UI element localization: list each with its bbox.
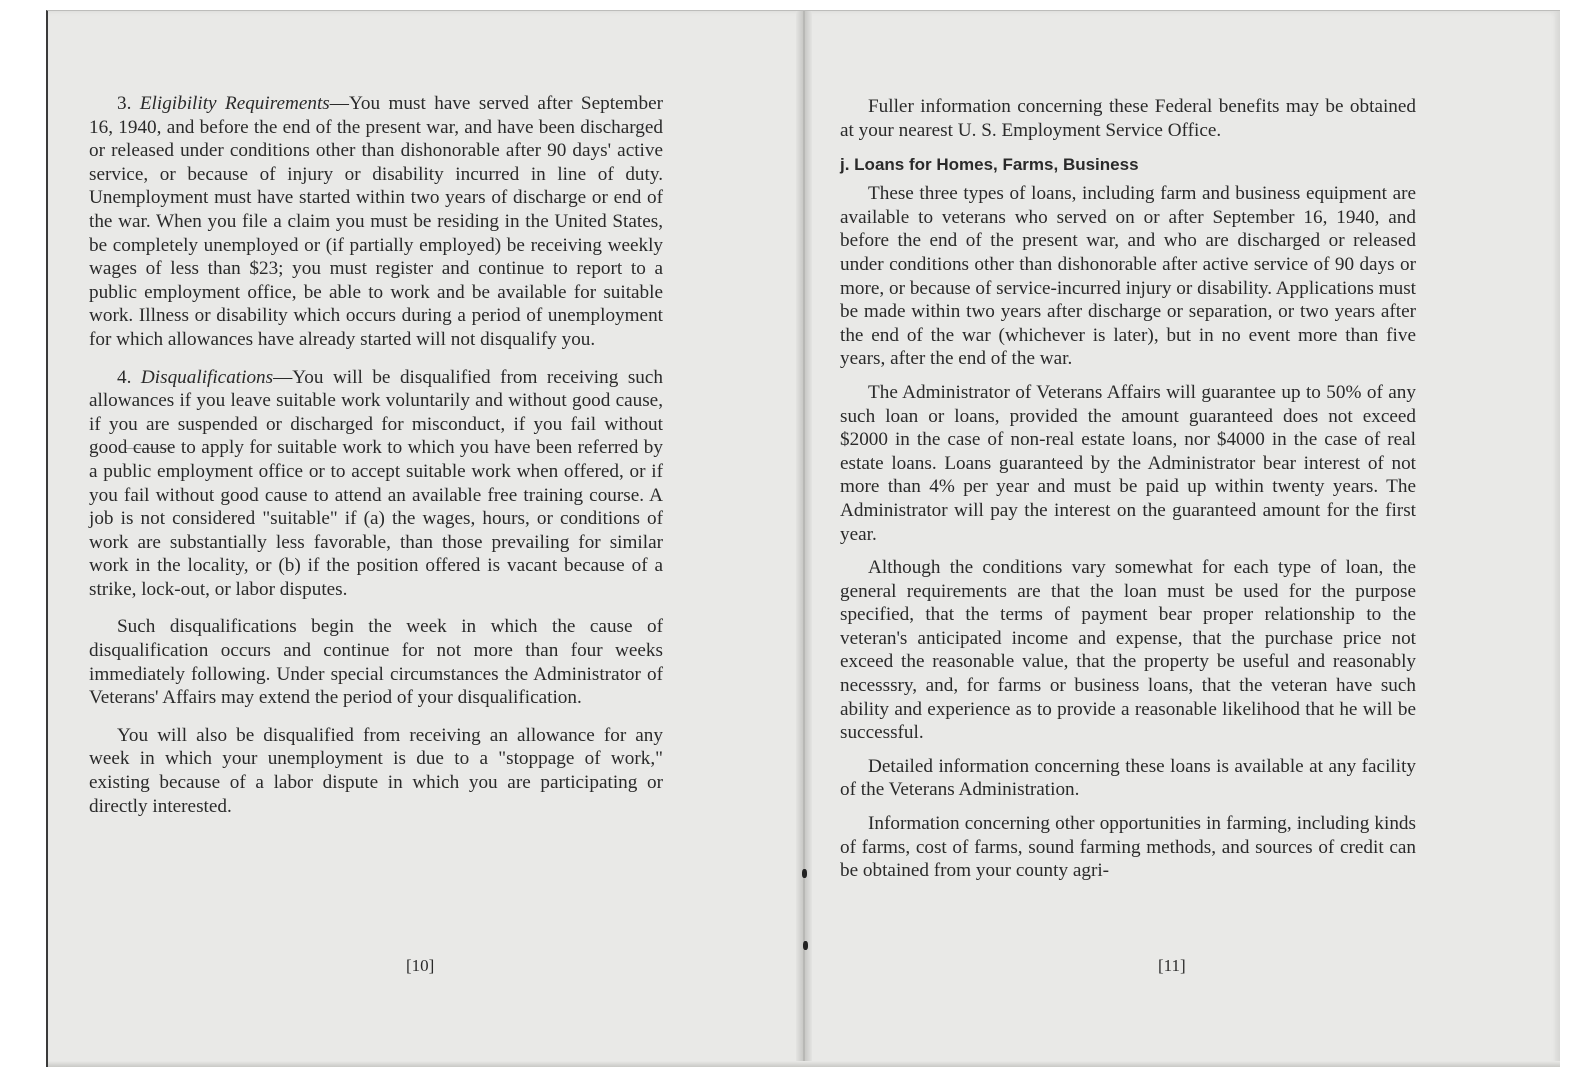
right-page: [840, 95, 1416, 883]
paragraph-loan-guarantee: The Administrator of Veterans Affairs will guarantee up to 50% of any such loan or loans, provided the amount guaranteed does not exceed $2000 in the case of non-real estate loans, nor $4000 in the case of real estate loans. Loans guaranteed by the Administrator bear interest of not more than 4% per year and must be paid up within twenty years. The Administrator will pay the interest on the guaranteed amount for the first year.: [840, 381, 1416, 545]
item-number: 3.: [117, 93, 140, 114]
paragraph-text: —You will be disqualified from receiving such allowances if you leave suitable work voluntarily and without good cause, if you are suspended or discharged for misconduct, if you fail without good cause to apply for suitable work to which you have been referred by a public employment office or to accept suitable work when offered, or if you fail without good cause to attend an available free training course. A job is not considered "suitable" if (a) the wages, hours, or conditions of work are substantially less favorable, than those prevailing for similar work in the locality, or (b) if the position offered is vacant because of a strike, lock-out, or labor disputes.: [89, 366, 663, 600]
paragraph-stoppage-of-work: You will also be disqualified from receiving an allowance for any week in which your unemployment is due to a "stoppage of work," existing because of a labor dispute in which you are participating or directly interested.: [89, 724, 663, 817]
page-number: [10]: [406, 956, 435, 975]
page-number: [11]: [1158, 956, 1186, 975]
paragraph-farming-information: Information concerning other opportunities in farming, including kinds of farms, cost of farms, sound farming methods, and sources of credit can be obtained from your county agri-: [840, 813, 1416, 882]
staple-mark: [802, 869, 807, 878]
run-in-heading: Disqualifications: [140, 366, 274, 388]
left-page: [89, 92, 663, 818]
paragraph-loan-conditions: Although the conditions vary somewhat for each type of loan, the general requirements are that the loan must be used for the purpose specified, that the terms of payment bear proper relationship to the veteran's anticipated income and expense, that the purchase price not exceed the reasonable value, that the property be useful and reasonably necesssry, and, for farms or business loans, that the veteran have such ability and experience as to provide a reasonable likelihood that he will be successful.: [840, 557, 1416, 744]
paragraph-disqualification-period: Such disqualifications begin the week in which the cause of disqualification occurs and continue for not more than four weeks immediately following. Under special circumstances the Administrator of Veterans' Affairs may extend the period of your disqualification.: [89, 616, 663, 709]
paragraph-loan-types: These three types of loans, including farm and business equipment are available to veterans who served on or after September 16, 1940, and before the end of the present war, and who are discharged or released under conditions other than dishonorable after active service of 90 days or more, or because of service-incurred injury or disability. Applications must be made within two years after discharge or separation, or two years after the end of the war (whichever is later), but in no event more than five years, after the end of the war.: [840, 183, 1416, 370]
run-in-heading: Eligibility Requirements: [139, 93, 330, 114]
paragraph-detailed-information: Detailed information concerning these loans is available at any facility of the Veterans Administration.: [840, 755, 1416, 801]
paragraph-text: —You must have served after September 16, 1940, and before the end of the present war, and have been discharged or released under conditions other than dishonorable after 90 days' active service, or because of injury or disability incurred in line of duty. Unemployment must have started within two years of discharge or end of the war. When you file a claim you must be residing in the United States, be completely unemployed or (if partially employed) be receiving weekly wages of less than $23; you must register and continue to report to a public employment office, be able to work and be available for suitable work. Illness or disability which occurs during a period of unemployment for which allowances have already started will not disqualify you.: [89, 93, 663, 350]
section-heading: j. Loans for Homes, Farms, Business: [840, 155, 1139, 175]
staple-mark: [803, 941, 808, 950]
book-gutter: [796, 11, 812, 1067]
item-number: 4.: [117, 366, 141, 388]
item-eligibility-requirements: [89, 92, 663, 352]
paragraph-fuller-information: Fuller information concerning these Federal benefits may be obtained at your nearest U. S. Employment Service Office.: [840, 96, 1416, 141]
item-disqualifications: [89, 366, 663, 602]
